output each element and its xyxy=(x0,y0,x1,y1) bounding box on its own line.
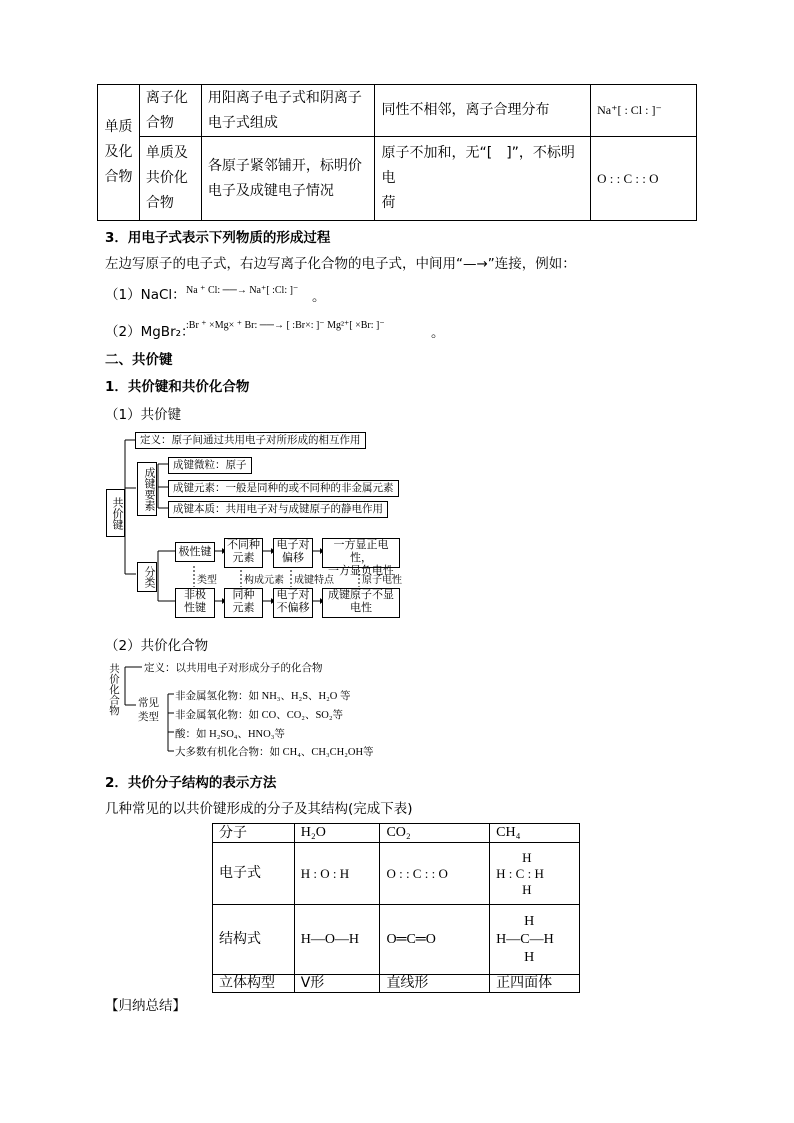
row-label-structure: 结构式 xyxy=(213,905,295,975)
bond-factors-box: 成键要素 xyxy=(137,462,157,516)
ionic-note-cell: 同性不相邻，离子合理分布 xyxy=(375,85,591,137)
polar-bond-box: 极性键 xyxy=(175,542,215,562)
compound-item-hydride: 非金属氢化物：如 NH₃、H₂S、H₂O 等 xyxy=(175,691,351,702)
subsection1-title: 1．共价键和共价化合物 xyxy=(105,379,250,395)
section3-title: 3．用电子式表示下列物质的形成过程 xyxy=(105,230,331,246)
polar-element-box: 不同种 元素 xyxy=(224,538,263,568)
part2-title: 二、共价键 xyxy=(105,352,173,368)
factor-element-box: 成键元素：一般是同种的或不同种的非金属元素 xyxy=(168,480,399,497)
nacl-example-cell: Na⁺[ : Cl : ]⁻ xyxy=(591,85,697,137)
label-feature: 成键特点 xyxy=(294,575,334,586)
nacl-label: （1）NaCl： xyxy=(105,287,186,303)
compound-common-types: 常见 类型 xyxy=(138,698,159,723)
mgbr2-label: （2）MgBr₂： xyxy=(105,324,195,340)
compound-item-acid: 酸：如 H₂SO₄、HNO₃等 xyxy=(175,729,285,740)
polar-result-box: 一方显正电性， 一方显负电性 xyxy=(322,538,400,568)
row-label-shape: 立体构型 xyxy=(213,975,295,993)
ionic-method-cell: 用阳离子电子式和阴离子 电子式组成 xyxy=(201,85,375,137)
label-charge: 原子电性 xyxy=(362,575,402,586)
ch4-structure: H H—C—H H xyxy=(490,905,580,975)
section3-intro: 左边写原子的电子式，右边写离子化合物的电子式，中间用“—→”连接，例如： xyxy=(105,256,576,272)
row-label-lewis: 电子式 xyxy=(213,843,295,905)
factor-essence-box: 成键本质：共用电子对与成键原子的静电作用 xyxy=(168,501,388,518)
mgbr2-end: 。 xyxy=(431,325,445,341)
compound-item-organic: 大多数有机化合物：如 CH₄、CH₃CH₂OH等 xyxy=(175,747,374,758)
molecule-table xyxy=(212,823,580,993)
label-element: 构成元素 xyxy=(244,575,284,586)
nonpolar-bond-box: 非极 性键 xyxy=(175,588,215,618)
header-ch4: CH₄ xyxy=(490,824,580,843)
nonpolar-element-box: 同种 元素 xyxy=(224,588,263,618)
bond-definition-box: 定义：原子间通过共用电子对所形成的相互作用 xyxy=(135,432,366,449)
nacl-end: 。 xyxy=(312,289,326,305)
polar-shift-box: 电子对 偏移 xyxy=(273,538,313,568)
header-co2: CO₂ xyxy=(380,824,490,843)
bond-root-box: 共价键 xyxy=(106,489,125,537)
ch4-shape: 正四面体 xyxy=(490,975,580,993)
compound-definition: 定义：以共用电子对形成分子的化合物 xyxy=(144,663,323,674)
covalent-bond-heading: （1）共价键 xyxy=(105,407,182,423)
co2-example-cell: O : : C : : O xyxy=(591,137,697,221)
co2-shape: 直线形 xyxy=(380,975,490,993)
header-h2o: H₂O xyxy=(294,824,380,843)
bond-classify-box: 分类 xyxy=(137,562,157,592)
nonpolar-shift-box: 电子对 不偏移 xyxy=(273,588,313,618)
h2o-shape: V形 xyxy=(294,975,380,993)
compound-root: 共价化合物 xyxy=(108,663,119,716)
nacl-formation: Na ⁺ Cl: ──→ Na⁺[ :Cl: ]⁻ xyxy=(186,285,299,296)
subsection2-intro: 几种常见的以共价键形成的分子及其结构(完成下表) xyxy=(105,801,413,817)
label-type: 类型 xyxy=(197,575,217,586)
compound-item-oxide: 非金属氧化物：如 CO、CO₂、SO₂等 xyxy=(175,710,344,721)
subsection2-title: 2．共价分子结构的表示方法 xyxy=(105,775,277,791)
ionic-type-cell: 离子化 合物 xyxy=(139,85,201,137)
group-cell: 单质 及化 合物 xyxy=(98,85,140,221)
co2-lewis: O : : C : : O xyxy=(380,843,490,905)
co2-structure: O═C═O xyxy=(380,905,490,975)
h2o-structure: H—O—H xyxy=(294,905,380,975)
factor-particle-box: 成键微粒：原子 xyxy=(168,457,252,474)
header-molecule: 分子 xyxy=(213,824,295,843)
h2o-lewis: H : O : H xyxy=(294,843,380,905)
ch4-lewis: H H : C : H H xyxy=(490,843,580,905)
nonpolar-result-box: 成键原子不显 电性 xyxy=(322,588,400,618)
covalent-type-cell: 单质及 共价化 合物 xyxy=(139,137,201,221)
summary-heading: 【归纳总结】 xyxy=(105,998,186,1014)
covalent-note-cell: 原子不加和，无“[ ]”，不标明电 荷 xyxy=(375,137,591,221)
covalent-compound-heading: （2）共价化合物 xyxy=(105,638,209,654)
covalent-method-cell: 各原子紧邻铺开，标明价 电子及成键电子情况 xyxy=(201,137,375,221)
mgbr2-formation: :Br ⁺ ×Mg× ⁺ Br: ──→ [ :Br×: ]⁻ Mg²⁺[ ×Br: ]⁻ xyxy=(186,320,385,331)
